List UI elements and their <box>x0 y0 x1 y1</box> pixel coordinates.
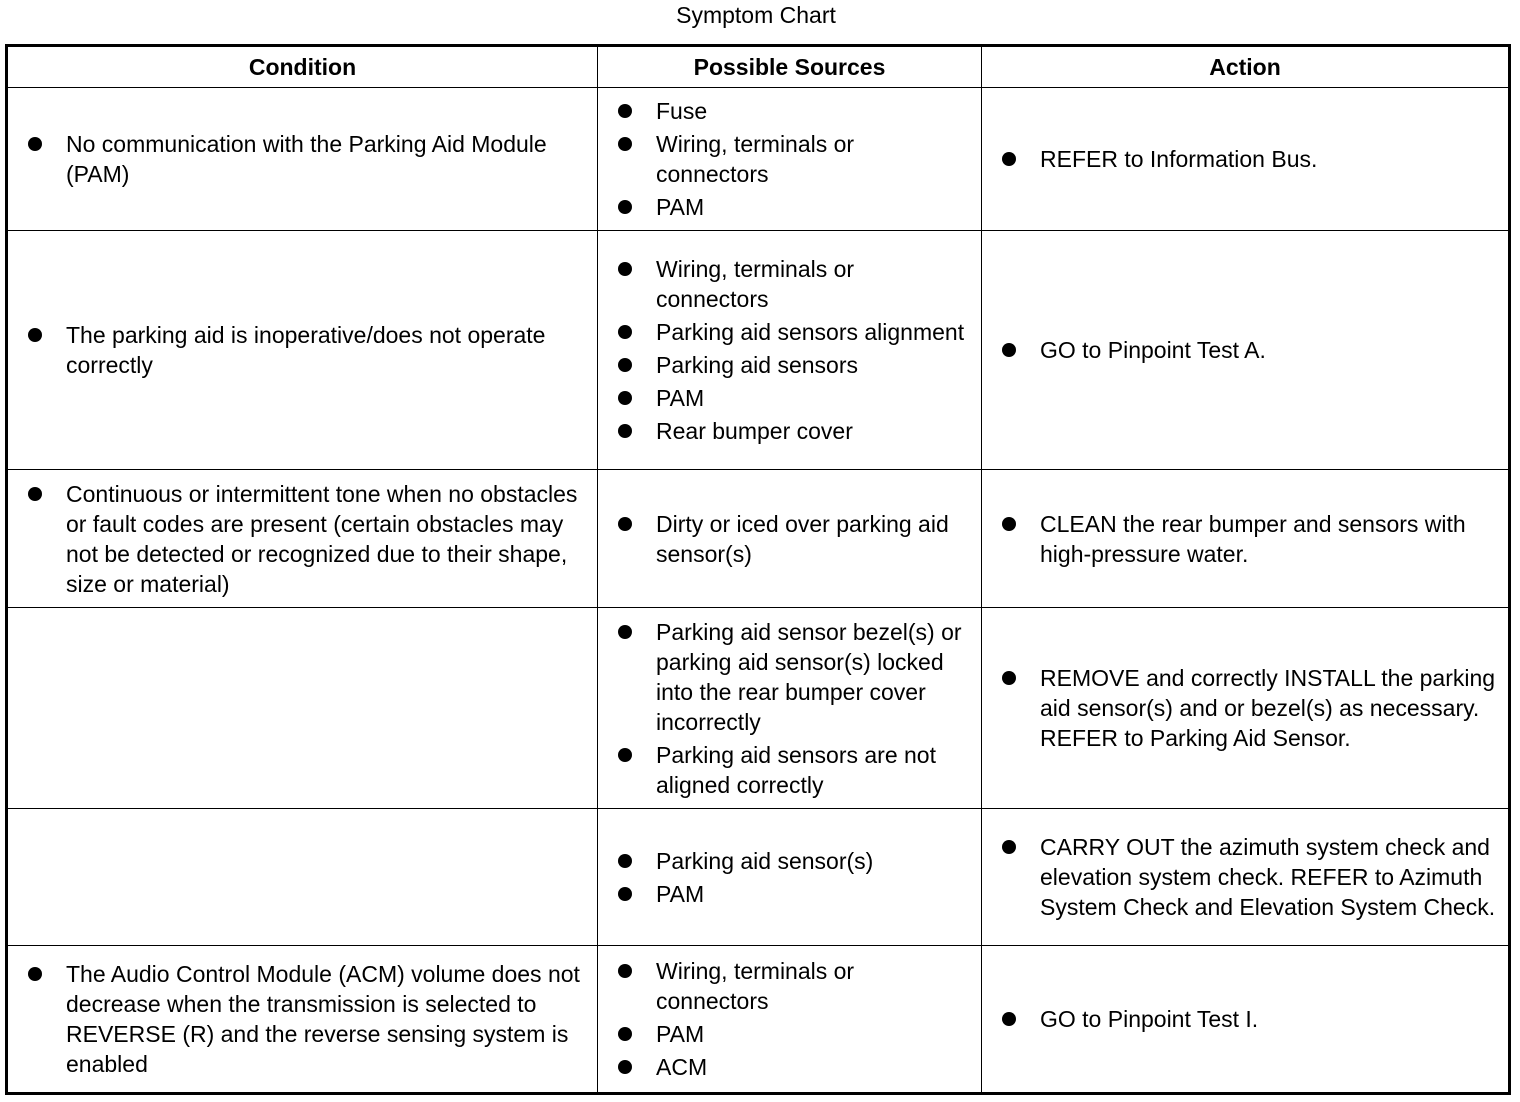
action-list <box>1002 335 1498 365</box>
list-item: GO to Pinpoint Test A. <box>1002 335 1498 365</box>
sources-list <box>618 254 971 446</box>
list-item: Parking aid sensors are not aligned correctly <box>618 740 971 800</box>
list-item: PAM <box>618 192 971 222</box>
list-item: Parking aid sensors <box>618 350 971 380</box>
condition-cell <box>7 608 598 809</box>
list-item: REMOVE and correctly INSTALL the parking aid sensor(s) and or bezel(s) as necessary. REFER to Parking Aid Sensor. <box>1002 663 1498 753</box>
condition-cell <box>7 946 598 1094</box>
column-header-action: Action <box>982 46 1510 88</box>
action-list <box>1002 1004 1498 1034</box>
list-item: Parking aid sensor(s) <box>618 846 971 876</box>
action-cell <box>982 231 1510 470</box>
list-item: Parking aid sensors alignment <box>618 317 971 347</box>
table-row <box>7 608 1510 809</box>
list-item: Continuous or intermittent tone when no obstacles or fault codes are present (certain obstacles may not be detected or recognized due to their shape, size or material) <box>28 479 587 599</box>
page-title: Symptom Chart <box>676 2 836 28</box>
sources-cell <box>598 231 982 470</box>
list-item: Wiring, terminals or connectors <box>618 129 971 189</box>
sources-cell <box>598 946 982 1094</box>
symptom-table <box>5 44 1511 1095</box>
action-cell <box>982 608 1510 809</box>
table-header-row <box>7 46 1510 88</box>
condition-list <box>28 320 587 380</box>
column-header-sources: Possible Sources <box>598 46 982 88</box>
table-row <box>7 809 1510 946</box>
list-item: Wiring, terminals or connectors <box>618 254 971 314</box>
sources-list <box>618 956 971 1082</box>
list-item: GO to Pinpoint Test I. <box>1002 1004 1498 1034</box>
list-item: REFER to Information Bus. <box>1002 144 1498 174</box>
list-item: No communication with the Parking Aid Module (PAM) <box>28 129 587 189</box>
table-row <box>7 470 1510 608</box>
list-item: Dirty or iced over parking aid sensor(s) <box>618 509 971 569</box>
list-item: Fuse <box>618 96 971 126</box>
action-list <box>1002 832 1498 922</box>
list-item: Rear bumper cover <box>618 416 971 446</box>
condition-cell <box>7 470 598 608</box>
condition-list <box>28 129 587 189</box>
sources-cell <box>598 470 982 608</box>
table-row <box>7 946 1510 1094</box>
list-item: PAM <box>618 1019 971 1049</box>
condition-list <box>28 479 587 599</box>
action-cell <box>982 470 1510 608</box>
action-list <box>1002 663 1498 753</box>
list-item: The Audio Control Module (ACM) volume does not decrease when the transmission is selected to REVERSE (R) and the reverse sensing system is enabled <box>28 959 587 1079</box>
sources-list <box>618 509 971 569</box>
sources-list <box>618 617 971 800</box>
condition-cell <box>7 88 598 231</box>
sources-list <box>618 96 971 222</box>
list-item: Parking aid sensor bezel(s) or parking aid sensor(s) locked into the rear bumper cover incorrectly <box>618 617 971 737</box>
table-row <box>7 231 1510 470</box>
action-cell <box>982 88 1510 231</box>
action-list <box>1002 144 1498 174</box>
list-item: PAM <box>618 879 971 909</box>
table-body <box>7 88 1510 1094</box>
list-item: CARRY OUT the azimuth system check and elevation system check. REFER to Azimuth System Check and Elevation System Check. <box>1002 832 1498 922</box>
list-item: Wiring, terminals or connectors <box>618 956 971 1016</box>
list-item: ACM <box>618 1052 971 1082</box>
sources-cell <box>598 608 982 809</box>
sources-cell <box>598 88 982 231</box>
action-cell <box>982 809 1510 946</box>
condition-cell <box>7 809 598 946</box>
table-row <box>7 88 1510 231</box>
sources-cell <box>598 809 982 946</box>
action-list <box>1002 509 1498 569</box>
list-item: CLEAN the rear bumper and sensors with high-pressure water. <box>1002 509 1498 569</box>
list-item: The parking aid is inoperative/does not operate correctly <box>28 320 587 380</box>
list-item: PAM <box>618 383 971 413</box>
condition-list <box>28 959 587 1079</box>
column-header-condition: Condition <box>7 46 598 88</box>
condition-cell <box>7 231 598 470</box>
sources-list <box>618 846 971 909</box>
action-cell <box>982 946 1510 1094</box>
